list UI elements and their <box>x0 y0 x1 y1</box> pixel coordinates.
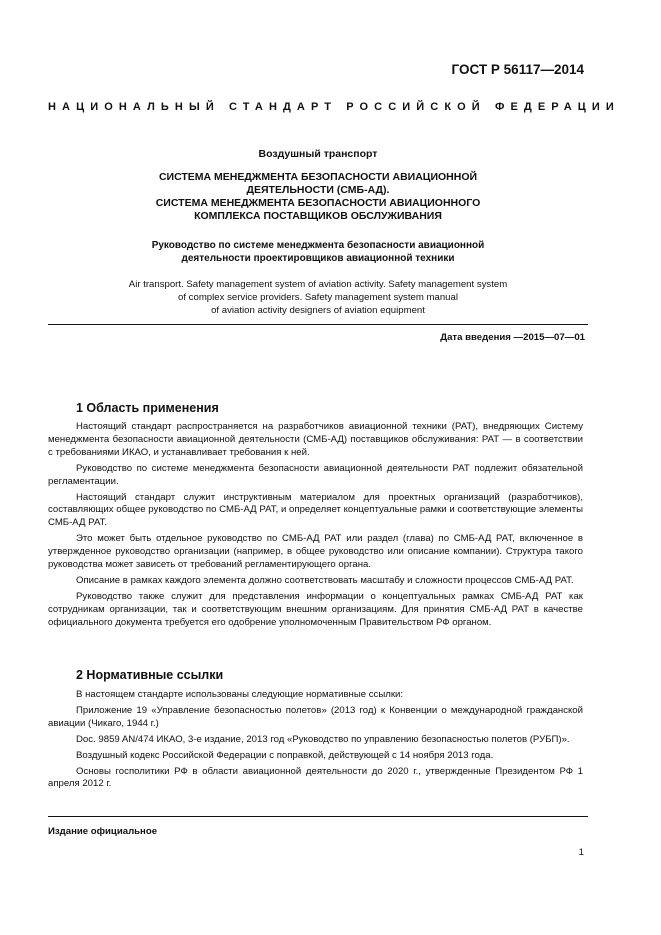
guide-line: деятельности проектировщиков авиационной техники <box>181 253 455 264</box>
title-line: СИСТЕМА МЕНЕДЖМЕНТА БЕЗОПАСНОСТИ АВИАЦИОННОГО <box>155 197 481 209</box>
title-line: КОМПЛЕКСА ПОСТАВЩИКОВ ОБСЛУЖИВАНИЯ <box>194 210 442 222</box>
paragraph: Руководство также служит для представления информации о концептуальных рамках СМБ-АД РАТ как сотрудникам организации, так и соответствующим внешним организациям. Для принятия СМБ-АД РАТ в качестве официального документа требуется его одобрение уполномоченным Правительством РФ органом. <box>48 590 583 628</box>
guide-line: Руководство по системе менеджмента безопасности авиационной <box>151 240 485 251</box>
title-line: ДЕЯТЕЛЬНОСТИ (СМБ-АД). <box>246 184 390 196</box>
document-subtitle: Воздушный транспорт <box>258 148 378 160</box>
english-line: of complex service providers. Safety management system manual <box>178 292 458 303</box>
section-2-body <box>48 689 583 794</box>
paragraph: Настоящий стандарт распространяется на разработчиков авиационной техники (РАТ), внедряющих Систему менеджмента безопасности авиационной деятельности (СМБ-АД) поставщиков обслуживания: РАТ — в соответствии с требованиями ИКАО, и устанавливает требования к ней. <box>48 421 583 458</box>
page-number: 1 <box>578 847 584 858</box>
official-edition-label: Издание официальное <box>48 826 158 837</box>
paragraph: Описание в рамках каждого элемента должно соответствовать масштабу и сложности процессов СМБ-АД РАТ. <box>76 574 574 586</box>
guide-title <box>48 239 588 265</box>
english-line: Air transport. Safety management system of aviation activity. Safety management system <box>128 279 508 290</box>
top-divider <box>48 324 588 325</box>
paragraph: Руководство по системе менеджмента безопасности авиационной деятельности РАТ подлежит обязательной регламентации. <box>48 462 583 487</box>
english-line: of aviation activity designers of aviation equipment <box>211 305 425 316</box>
paragraph: Doc. 9859 AN/474 ИКАО, 3-е издание, 2013 год «Руководство по управлению безопасностью полетов (РУБП)». <box>76 733 570 745</box>
section-1-heading: 1 Область применения <box>76 401 219 415</box>
title-line: СИСТЕМА МЕНЕДЖМЕНТА БЕЗОПАСНОСТИ АВИАЦИОННОЙ <box>158 171 478 183</box>
section-2-heading: 2 Нормативные ссылки <box>76 668 224 682</box>
section-1-body <box>48 421 583 633</box>
introduction-date: Дата введения —2015—07—01 <box>440 332 585 343</box>
paragraph: Основы госполитики РФ в области авиационной деятельности до 2020 г., утвержденные Президентом РФ 1 апреля 2012 г. <box>48 765 583 790</box>
paragraph: Воздушный кодекс Российской Федерации с поправкой, действующей с 14 ноября 2013 года. <box>76 749 494 761</box>
english-title <box>48 278 588 317</box>
national-standard-banner: НАЦИОНАЛЬНЫЙ СТАНДАРТ РОССИЙСКОЙ ФЕДЕРАЦИИ <box>48 101 620 113</box>
bottom-divider <box>48 816 588 817</box>
document-number: ГОСТ Р 56117—2014 <box>451 62 584 77</box>
paragraph: В настоящем стандарте использованы следующие нормативные ссылки: <box>76 689 404 700</box>
document-title <box>48 171 588 223</box>
paragraph: Это может быть отдельное руководство по СМБ-АД РАТ или раздел (глава) по СМБ-АД РАТ, включенное в утвержденное руководство организации (например, в общее руководство или описание компании). Структура такого руководства может зависеть от требований регламентирующего органа. <box>48 533 583 571</box>
paragraph: Приложение 19 «Управление безопасностью полетов» (2013 год) к Конвенции о международной гражданской авиации (Чикаго, 1944 г.) <box>48 704 583 729</box>
paragraph: Настоящий стандарт служит инструктивным материалом для проектных организаций (разработчиков), составляющих общее руководство по СМБ-АД РАТ, и определяет концептуальные рамки и соответствующие элементы СМБ-АД РАТ. <box>48 491 583 529</box>
